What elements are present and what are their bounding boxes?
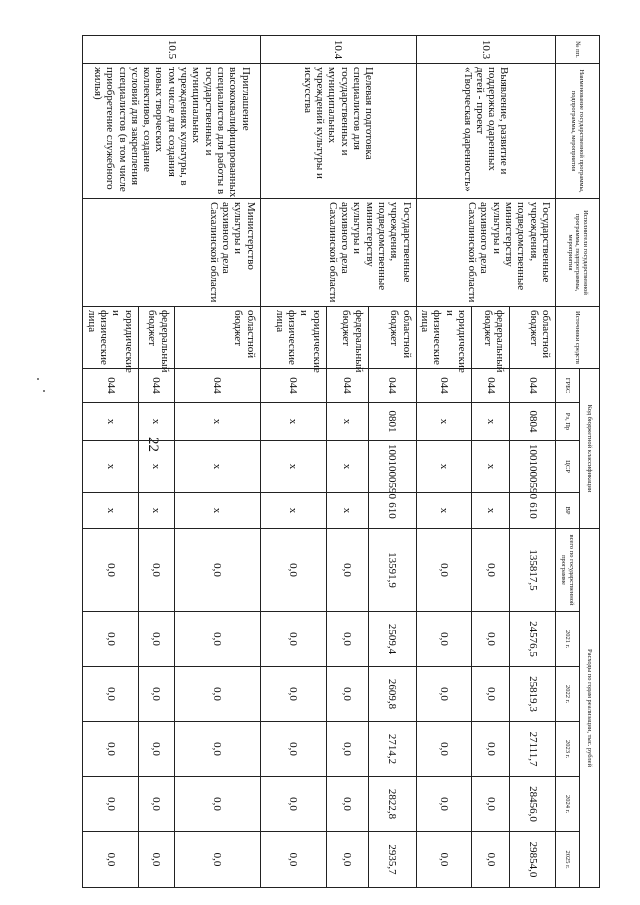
csr-cell: x	[174, 441, 260, 493]
grbs-cell: 044	[83, 369, 138, 403]
rz-cell: x	[416, 403, 471, 441]
header-rz: Рз, Пр	[556, 403, 580, 441]
executor-name: Министерство культуры и архивного дела Сахалинской области	[83, 199, 260, 307]
row-number: 10.4	[260, 36, 416, 64]
table-row	[510, 36, 556, 888]
year-value-cell: 2822,8	[368, 777, 416, 832]
year-value-cell: 2609,8	[368, 667, 416, 722]
year-value-cell: 0,0	[138, 667, 174, 722]
year-value-cell: 0,0	[260, 832, 326, 888]
header-year: 2021 г.	[556, 612, 580, 667]
vr-cell: 610	[510, 493, 556, 529]
measure-name: Выявление, развитие и поддержка одаренных детей - проект «Творческая одаренность»	[416, 64, 555, 199]
header-vr: ВР	[556, 493, 580, 529]
executor-name: Государственные учреждения, подведомственные министерству культуры и архивного дела Сахалинской области	[416, 199, 555, 307]
total-cell: 13591,9	[368, 529, 416, 612]
year-value-cell: 0,0	[416, 667, 471, 722]
rz-cell: x	[326, 403, 368, 441]
year-value-cell: 0,0	[472, 777, 510, 832]
grbs-cell: 044	[472, 369, 510, 403]
csr-cell: 1001000590	[510, 441, 556, 493]
expenditure-table	[83, 35, 601, 888]
year-value-cell: 0,0	[83, 667, 138, 722]
total-cell: 0,0	[260, 529, 326, 612]
year-value-cell: 0,0	[138, 722, 174, 777]
year-value-cell: 0,0	[174, 832, 260, 888]
rz-cell: x	[174, 403, 260, 441]
year-value-cell: 2714,2	[368, 722, 416, 777]
header-csr: ЦСР	[556, 441, 580, 493]
year-value-cell: 0,0	[326, 667, 368, 722]
funding-source: федеральный бюджет	[326, 307, 368, 369]
header-name: Наименование государственной программы, подпрограммы, мероприятия	[556, 64, 600, 199]
funding-source: юридические и физические лица	[260, 307, 326, 369]
year-value-cell: 0,0	[416, 612, 471, 667]
total-cell: 135817,5	[510, 529, 556, 612]
year-value-cell: 0,0	[416, 722, 471, 777]
year-value-cell: 0,0	[260, 612, 326, 667]
year-value-cell: 0,0	[326, 777, 368, 832]
year-value-cell: 0,0	[260, 667, 326, 722]
rz-cell: x	[260, 403, 326, 441]
total-cell: 0,0	[416, 529, 471, 612]
csr-cell: x	[326, 441, 368, 493]
grbs-cell: 044	[368, 369, 416, 403]
grbs-cell: 044	[326, 369, 368, 403]
funding-source: областной бюджет	[174, 307, 260, 369]
measure-name: Приглашение высококвалифицированных специалистов для работы в государственных и муниципальных учреждениях культуры, в том числе для создания новых творческих коллективов, создание условий для закрепления специалистов (в том числе приобретение служебного жилья)	[83, 64, 260, 199]
year-value-cell: 0,0	[174, 777, 260, 832]
total-cell: 0,0	[326, 529, 368, 612]
table-body	[83, 36, 556, 888]
header-grbs: ГРБС	[556, 369, 580, 403]
vr-cell: x	[138, 493, 174, 529]
grbs-cell: 044	[138, 369, 174, 403]
funding-source: федеральный бюджет	[138, 307, 174, 369]
year-value-cell: 0,0	[138, 832, 174, 888]
table-row	[368, 36, 416, 888]
year-value-cell: 0,0	[83, 722, 138, 777]
page-number: 22	[145, 437, 161, 452]
year-value-cell: 0,0	[138, 777, 174, 832]
header-executors: Исполнители государственной программы, подпрограммы, мероприятия	[556, 199, 600, 307]
csr-cell: x	[416, 441, 471, 493]
year-value-cell: 0,0	[326, 832, 368, 888]
year-value-cell: 29854,0	[510, 832, 556, 888]
header-budget-code: Код бюджетной классификации	[580, 369, 600, 529]
year-value-cell: 0,0	[260, 722, 326, 777]
year-value-cell: 0,0	[83, 832, 138, 888]
row-number: 10.5	[83, 36, 260, 64]
grbs-cell: 044	[510, 369, 556, 403]
rz-cell: 0801	[368, 403, 416, 441]
year-value-cell: 0,0	[326, 722, 368, 777]
year-value-cell: 0,0	[472, 722, 510, 777]
vr-cell: x	[83, 493, 138, 529]
funding-source: областной бюджет	[368, 307, 416, 369]
vr-cell: x	[326, 493, 368, 529]
year-value-cell: 0,0	[326, 612, 368, 667]
year-value-cell: 0,0	[174, 722, 260, 777]
year-value-cell: 2509,4	[368, 612, 416, 667]
executor-name: Государственные учреждения, подведомственные министерству культуры и архивного дела Сахалинской области	[260, 199, 416, 307]
csr-cell: x	[83, 441, 138, 493]
year-value-cell: 28456,0	[510, 777, 556, 832]
csr-cell: 1001000590	[368, 441, 416, 493]
grbs-cell: 044	[416, 369, 471, 403]
header-year: 2023 г.	[556, 722, 580, 777]
year-value-cell: 2935,7	[368, 832, 416, 888]
year-value-cell: 0,0	[416, 832, 471, 888]
year-value-cell: 0,0	[416, 777, 471, 832]
header-year: 2022 г.	[556, 667, 580, 722]
csr-cell: x	[472, 441, 510, 493]
vr-cell: x	[416, 493, 471, 529]
header-year: 2024 г.	[556, 777, 580, 832]
total-cell: 0,0	[83, 529, 138, 612]
rz-cell: x	[83, 403, 138, 441]
row-number: 10.3	[416, 36, 555, 64]
year-value-cell: 0,0	[260, 777, 326, 832]
total-cell: 0,0	[472, 529, 510, 612]
year-value-cell: 0,0	[83, 777, 138, 832]
year-value-cell: 24576,5	[510, 612, 556, 667]
csr-cell: x	[260, 441, 326, 493]
csr-cell: x	[138, 441, 174, 493]
grbs-cell: 044	[174, 369, 260, 403]
year-value-cell: 0,0	[174, 667, 260, 722]
year-value-cell: 0,0	[472, 832, 510, 888]
grbs-cell: 044	[260, 369, 326, 403]
funding-source: юридические и физические лица	[83, 307, 138, 369]
rz-cell: 0804	[510, 403, 556, 441]
vr-cell: x	[472, 493, 510, 529]
rz-cell: x	[472, 403, 510, 441]
funding-source: областной бюджет	[510, 307, 556, 369]
year-value-cell: 0,0	[472, 612, 510, 667]
header-spending: Расходы по годам реализации, тыс. рублей	[580, 529, 600, 888]
rotated-table-wrapper	[85, 35, 600, 887]
vr-cell: 610	[368, 493, 416, 529]
funding-source: федеральный бюджет	[472, 307, 510, 369]
year-value-cell: 0,0	[138, 612, 174, 667]
header-total: всего по государственной программе	[556, 529, 580, 612]
funding-source: юридические и физические лица	[416, 307, 471, 369]
year-value-cell: 25819,3	[510, 667, 556, 722]
total-cell: 0,0	[174, 529, 260, 612]
rz-cell: x	[138, 403, 174, 441]
year-value-cell: 0,0	[174, 612, 260, 667]
total-cell: 0,0	[138, 529, 174, 612]
header-num: № пп.	[556, 36, 600, 64]
table-row	[174, 36, 260, 888]
vr-cell: x	[260, 493, 326, 529]
year-value-cell: 27111,7	[510, 722, 556, 777]
measure-name: Целевая подготовка специалистов для государственных и муниципальных учреждений культуры и искусства	[260, 64, 416, 199]
header-year: 2025 г.	[556, 832, 580, 888]
vr-cell: x	[174, 493, 260, 529]
year-value-cell: 0,0	[472, 667, 510, 722]
year-value-cell: 0,0	[83, 612, 138, 667]
header-source: Источники средств	[556, 307, 600, 369]
